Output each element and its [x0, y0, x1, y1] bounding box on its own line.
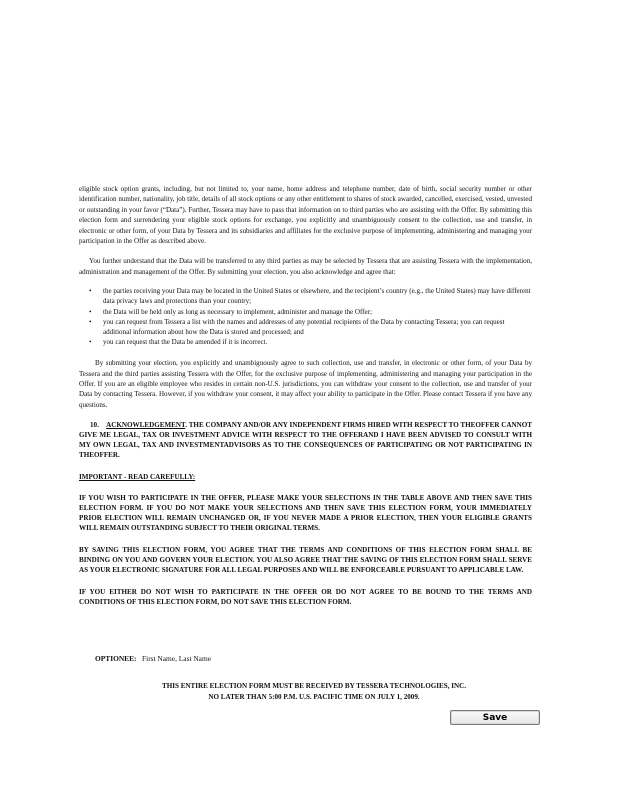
participation-instructions: IF YOU WISH TO PARTICIPATE IN THE OFFER, PLEASE MAKE YOUR SELECTIONS IN THE TABLE ABOVE AND THEN SAVE THIS ELECTION FORM. IF YOU DO NOT MAKE YOUR SELECTIONS AND THEN SAVE THIS ELECTION FORM, YOUR IMMEDIATELY PRIOR ELECTION WILL REMAIN UNCHANGED OR, IF YOU NEVER MADE A PRIOR ELECTION, THEN YOUR ELIGIBLE GRANTS WILL REMAIN OUTSTANDING SUBJECT TO THEIR ORIGINAL TERMS.	[79, 494, 532, 532]
data-privacy-paragraph: eligible stock option grants, including, but not limited to, your name, home address and telephone number, date of birth, social security number or other identification number, nationality, job title, details of all stock options or any other entitlement to shares of stock awarded, cancelled, exercised, vested, unvested or outstanding in your favor (“Data”). Further, Tessera may have to pass that information on to third parties who are assisting with the Offer. By submitting this election form and surrendering your eligible stock options for exchange, you explicitly and unambiguously consent to the collection, use and transfer, in electronic or other form, of your Data by Tessera and its subsidiaries and affiliates for the exclusive purpose of implementing, administering and managing your participation in the Offer as described above.	[79, 185, 532, 246]
list-item: • you can request that the Data be amended if it is incorrect.	[89, 338, 268, 347]
bullet-icon: •	[89, 338, 92, 347]
deadline-line-1: THIS ENTIRE ELECTION FORM MUST BE RECEIVED BY TESSERA TECHNOLOGIES, INC.	[161, 682, 467, 690]
acknowledgement-list	[79, 287, 532, 348]
optionee-field	[95, 654, 211, 663]
list-item: • you can request from Tessera a list with the names and addresses of any potential recipients of the Data by contacting Tessera; you can request additional information about how the Data is stored and processed; and	[89, 317, 505, 336]
deadline-line-2: NO LATER THAN 5:00 P.M. U.S. PACIFIC TIME ON JULY 1, 2009.	[208, 692, 420, 701]
optionee-label: OPTIONEE:	[95, 654, 137, 663]
bullet-icon: •	[89, 307, 92, 316]
section-heading: ACKNOWLEDGEMENT	[106, 421, 186, 430]
section-text: . THE COMPANY AND/OR ANY INDEPENDENT FIRMS HIRED WITH RESPECT TO THEOFFER CANNOT GIVE ME LEGAL, TAX OR INVESTMENT ADVICE WITH RESPECT TO THE OFFERAND I HAVE BEEN ADVISED TO CONSULT WITH MY OWN LEGAL, TAX AND INVESTMENTADVISORS AS TO THE CONSEQUENCES OF PARTICIPATING OR NOT PARTICIPATING IN THEOFFER.	[79, 421, 533, 459]
bullet-icon: •	[89, 287, 92, 296]
list-item: • the Data will be held only as long as necessary to implement, administer and manage the Offer;	[89, 307, 372, 316]
save-button[interactable]: Save	[450, 710, 540, 725]
optionee-name: First Name, Last Name	[142, 654, 211, 663]
binding-agreement-notice: BY SAVING THIS ELECTION FORM, YOU AGREE THAT THE TERMS AND CONDITIONS OF THIS ELECTION FORM SHALL BE BINDING ON YOU AND GOVERN YOUR ELECTION. YOU ALSO AGREE THAT THE SAVING OF THIS ELECTION FORM SHALL SERVE AS YOUR ELECTRONIC SIGNATURE FOR ALL LEGAL PURPOSES AND WILL BE ENFORCEABLE PURSUANT TO APPLICABLE LAW.	[79, 545, 532, 574]
data-transfer-paragraph: You further understand that the Data will be transferred to any third parties as may be selected by Tessera that are assisting Tessera with the implementation, administration and management of the Offer. By submitting your election, you also acknowledge and agree that:	[79, 257, 532, 276]
election-form-document	[79, 184, 532, 607]
list-item: • the parties receiving your Data may be located in the United States or elsewhere, and the recipient’s country (e.g., the United States) may have different data privacy laws and protections than your country;	[89, 287, 531, 306]
important-heading: IMPORTANT - READ CAREFULLY:	[79, 472, 196, 481]
non-participation-notice: IF YOU EITHER DO NOT WISH TO PARTICIPATE IN THE OFFER OR DO NOT AGREE TO BE BOUND TO THE TERMS AND CONDITIONS OF THIS ELECTION FORM, DO NOT SAVE THIS ELECTION FORM.	[79, 587, 532, 606]
section-number: 10.	[90, 421, 99, 430]
consent-paragraph: By submitting your election, you explicitly and unambiguously agree to such collection, use and transfer, in electronic or other form, of your Data by Tessera and the third parties assisting Tessera with the Offer, for the exclusive purpose of implementing, administering and managing your participation in the Offer. If you are an eligible employee who resides in certain non-U.S. jurisdictions, you can withdraw your consent to the collection, use and transfer of your Data by contacting Tessera. However, if you withdraw your consent, it may affect your ability to participate in the Offer. Please contact Tessera if you have any questions.	[79, 359, 532, 409]
bullet-icon: •	[89, 317, 92, 326]
section-10-acknowledgement	[79, 421, 532, 461]
deadline-notice	[79, 681, 549, 702]
